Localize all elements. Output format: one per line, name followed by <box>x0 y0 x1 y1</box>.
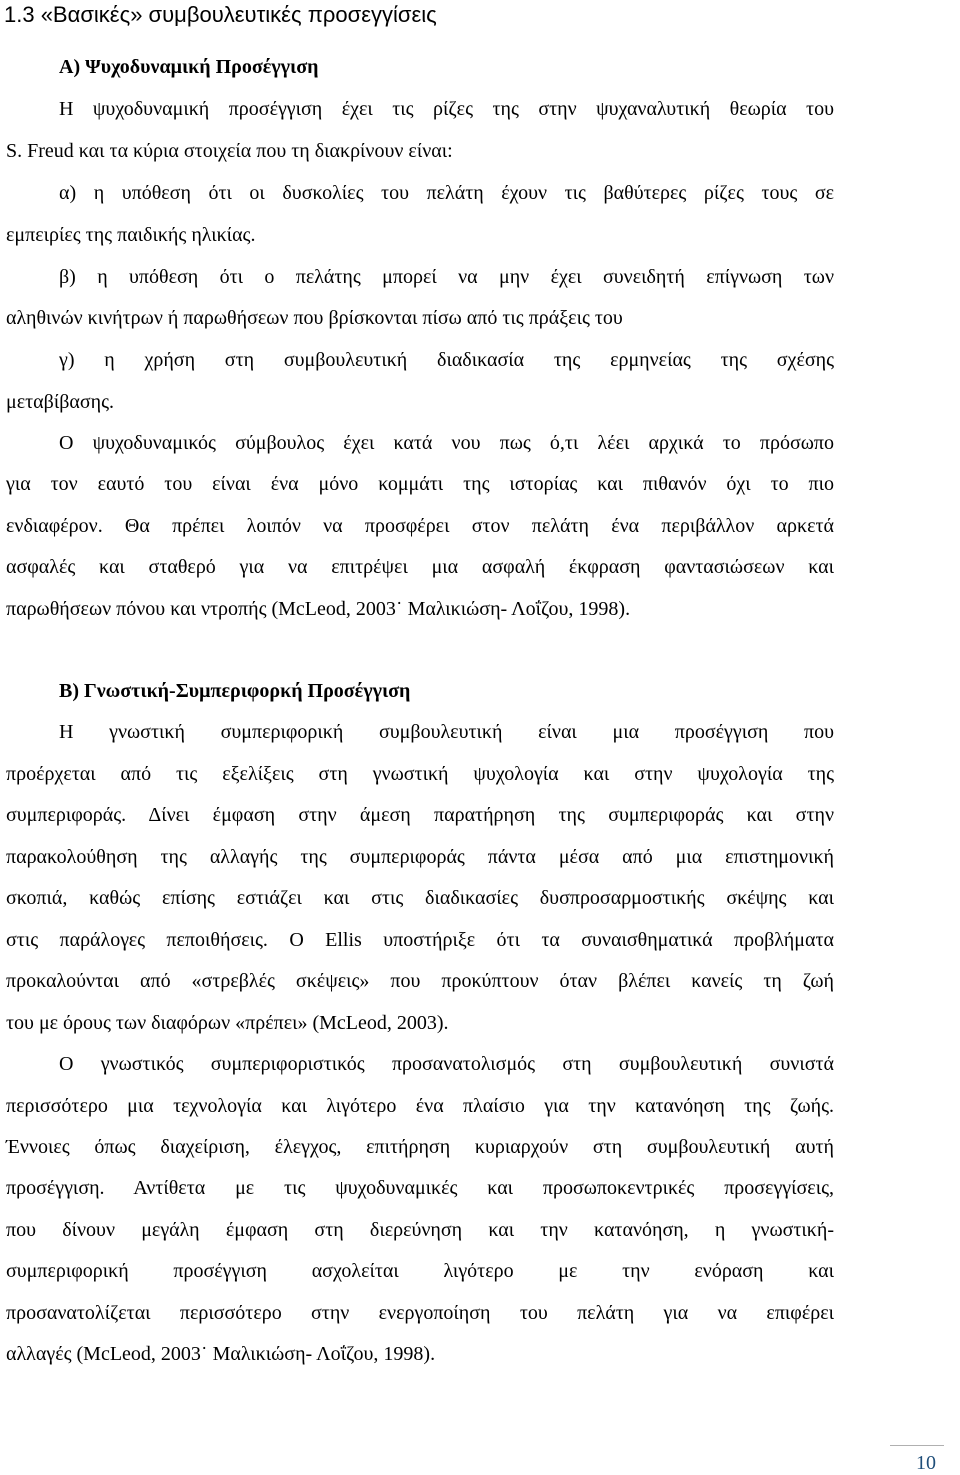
paragraph-line: αλλαγές (McLeod, 2003˙ Μαλικιώση- Λοΐζου, 1998). <box>6 1343 436 1365</box>
paragraph-line: Έννοιες όπως διαχείριση, έλεγχος, επιτήρηση κυριαρχούν στη συμβουλευτική αυτή <box>6 1136 834 1158</box>
page-number: 10 <box>916 1452 936 1474</box>
paragraph-line: αληθινών κινήτρων ή παρωθήσεων που βρίσκονται πίσω από τις πράξεις του <box>6 307 623 329</box>
paragraph-line: εμπειρίες της παιδικής ηλικίας. <box>6 224 256 246</box>
paragraph-line: ενδιαφέρον. Θα πρέπει λοιπόν να προσφέρει στον πελάτη ένα περιβάλλον αρκετά <box>6 515 834 537</box>
paragraph-line: μεταβίβασης. <box>6 391 115 413</box>
paragraph-line: παρακολούθηση της αλλαγής της συμπεριφοράς πάντα μέσα από μια επιστημονική <box>6 846 834 868</box>
section-b-title: Β) Γνωστική-Συμπεριφορκή Προσέγγιση <box>59 680 411 702</box>
paragraph-line: που δίνουν μεγάλη έμφαση στη διερεύνηση και την κατανόηση, η γνωστική- <box>6 1219 834 1241</box>
paragraph-line: β) η υπόθεση ότι ο πελάτης μπορεί να μην έχει συνειδητή επίγνωση των <box>59 266 834 288</box>
paragraph-line: σκοπιά, καθώς επίσης εστιάζει και στις διαδικασίες δυσπροσαρμοστικής σκέψης και <box>6 887 834 909</box>
paragraph-line: στις παράλογες πεποιθήσεις. Ο Ellis υποστήριξε ότι τα συναισθηματικά προβλήματα <box>6 929 834 951</box>
paragraph-line: α) η υπόθεση ότι οι δυσκολίες του πελάτη έχουν τις βαθύτερες ρίζες τους σε <box>59 182 834 204</box>
paragraph-line: παρωθήσεων πόνου και ντροπής (McLeod, 2003˙ Μαλικιώση- Λοΐζου, 1998). <box>6 598 631 620</box>
paragraph-line: προσανατολίζεται περισσότερο στην ενεργοποίηση του πελάτη για να επιφέρει <box>6 1302 834 1324</box>
paragraph-line: S. Freud και τα κύρια στοιχεία που τη διακρίνουν είναι: <box>6 140 453 162</box>
paragraph-line: Ο ψυχοδυναμικός σύμβουλος έχει κατά νου πως ό,τι λέει αρχικά το πρόσωπο <box>59 432 834 454</box>
paragraph-line: του με όρους των διαφόρων «πρέπει» (McLeod, 2003). <box>6 1012 449 1034</box>
paragraph-line: συμπεριφοράς. Δίνει έμφαση στην άμεση παρατήρηση της συμπεριφοράς και στην <box>6 804 834 826</box>
page-number-rule <box>890 1445 944 1446</box>
paragraph-line: προσέγγιση. Αντίθετα με τις ψυχοδυναμικές και προσωποκεντρικές προσεγγίσεις, <box>6 1177 834 1199</box>
paragraph-line: προκαλούνται από «στρεβλές σκέψεις» που προκύπτουν όταν βλέπει κανείς τη ζωή <box>6 970 834 992</box>
paragraph-line: γ) η χρήση στη συμβουλευτική διαδικασία της ερμηνείας της σχέσης <box>59 349 834 371</box>
page-heading: 1.3 «Βασικές» συμβουλευτικές προσεγγίσεις <box>4 2 437 27</box>
paragraph-line: Η γνωστική συμπεριφορική συμβουλευτική είναι μια προσέγγιση που <box>59 721 834 743</box>
paragraph-line: προέρχεται από τις εξελίξεις στη γνωστική ψυχολογία και στην ψυχολογία της <box>6 763 834 785</box>
paragraph-line: Η ψυχοδυναμική προσέγγιση έχει τις ρίζες της στην ψυχαναλυτική θεωρία του <box>59 98 834 120</box>
paragraph-line: περισσότερο μια τεχνολογία και λιγότερο ένα πλαίσιο για την κατανόηση της ζωής. <box>6 1095 834 1117</box>
section-a-title: Α) Ψυχοδυναμική Προσέγγιση <box>59 56 319 78</box>
paragraph-line: για τον εαυτό του είναι ένα μόνο κομμάτι της ιστορίας και πιθανόν όχι το πιο <box>6 473 834 495</box>
paragraph-line: συμπεριφορική προσέγγιση ασχολείται λιγότερο με την ενόραση και <box>6 1260 834 1282</box>
paragraph-line: ασφαλές και σταθερό για να επιτρέψει μια ασφαλή έκφραση φαντασιώσεων και <box>6 556 834 578</box>
paragraph-line: Ο γνωστικός συμπεριφοριστικός προσανατολισμός στη συμβουλευτική συνιστά <box>59 1053 834 1075</box>
